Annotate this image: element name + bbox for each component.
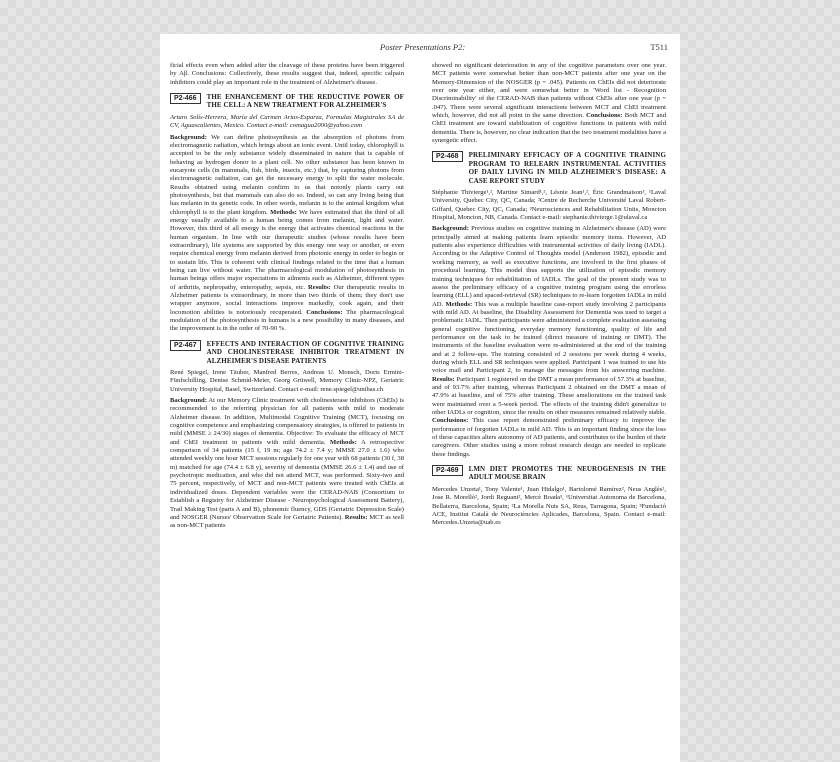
methods-text: This was a multiple baseline case-report study involving 2 participants with mild AD. At baseline, the Disability Assessment for Dementia was used to target a problematic IADL. Then participants were administered a complete evaluation assessing general cognitive functioning, everyday memory functioning, quality of life and performance on the task to be trained (direct measure of training or DMT). The instruments of the baseline evaluation were re-administered at the end of the training and at 2 follow-ups. The training consisted of 2 sessions per week during 4 weeks, during which ELL and SR techniques were applied. Participant 1 was trained to use his voice mail and Participant 2, to manage the messages from his answering machine. (432, 300, 667, 375)
abstract-id: P2-466 (170, 93, 201, 104)
methods-label: Methods: (330, 438, 357, 446)
abstract-body (170, 134, 404, 334)
abstract-id: P2-467 (170, 340, 201, 351)
abstract-title: EFFECTS AND INTERACTION OF COGNITIVE TRAINING AND CHOLINESTERASE INHIBITOR TREATMENT IN ALZHEIMER'S DISEASE PATIENTS (206, 339, 404, 365)
abstract-id: P2-469 (432, 465, 463, 476)
continuation-text: ficial effects even when added after the cleavage of these proteins have been triggered by Aβ. Conclusions: Collectively, these results suggest that, indeed, specific calpain inhibitors could play an important role in the treatment of Alzheimer's disease. (170, 62, 404, 86)
conclusions-label: Conclusions: (306, 308, 343, 316)
continuation-pre: showed no significant deterioration in any of the cognitive parameters over one year. MCT patients were somewhat better than non-MCT patients after one year on the Memory-Dimension of the NOSGER (p = .045). Patients on ChEIs did not deteriorate over one year either, and were somewhat better in 'Word list - Recognition Discriminability' of the CERAD-NAB than patients without ChEIs after one year (p = .047). There were several significant interactions between MCT and ChEI treatment which, however, did not all point in the same direction. (432, 62, 666, 120)
results-label: Results: (432, 375, 455, 383)
results-text: MCT as well as non-MCT patients (170, 513, 405, 530)
journal-page (160, 34, 680, 762)
abstract-p2-469 (432, 465, 666, 528)
running-head-title: Poster Presentations P2: (380, 42, 466, 52)
background-label: Background: (432, 225, 469, 233)
abstract-title: THE ENHANCEMENT OF THE REDUCTIVE POWER OF THE CELL: A NEW TREATMENT FOR ALZHEIMER'S (206, 93, 404, 110)
abstract-title: PRELIMINARY EFFICACY OF A COGNITIVE TRAINING PROGRAM TO RELEARN INSTRUMENTAL ACTIVITIES OF DAILY LIVING IN MILD ALZHEIMER'S DISEASE: A CASE REPORT STUDY (468, 151, 666, 185)
results-text: Our therapeutic results in Alzheimer patients is extraordinary, in more than two thirds of them; they don't use wrapper anymore, social interactions improve markedly, cook again, and their locomotion abilities is notoriously recuperated. (170, 283, 405, 316)
abstract-authors: Mercedes Unzeta¹, Tony Valente¹, Juan Hidalgo¹, Bartolomé Ramírez², Neus Anglès², Jose R. Morelló², Jordi Reguant², Mercè Boada³, ¹Universitat Autonoma de Barcelona, Bellaterra, Barcelona, Spain; ²La Morella Nuts SA, Reus, Tarragona, Spain; ³Fundació ACE, Institut Català de Neurociències Aplicades, Barcelona, Spain. Contact e-mail: Mercedes.Unzeta@uab.es (432, 485, 666, 527)
results-label: Results: (308, 283, 331, 291)
results-label: Results: (344, 513, 368, 521)
methods-text: We have estimated that the third of all energy usually available to a human being comes from melanin, light and water. However, this third of all energy is the energy that activates chemical reactions in the human organism. In line with our therapeutic studies (whose results have been extraordinary), life systems are supported by this energy one way or another, or even require chemical energy from melanin derived from photonic energy in order to begin or to sustain life. This is coherent with clinical findings related to the time that a human being can live without water. The pharmacological modulation of photosynthesis in human beings offers major expectations in ailments such as Alzheimer, different types of arthritis, nephropathy, enteropathy, sepsis, etc. (170, 208, 404, 291)
abstract-p2-467 (170, 340, 404, 531)
conclusions-label: Conclusions: (586, 112, 623, 120)
abstract-body (432, 225, 666, 459)
abstract-header (432, 465, 666, 482)
page-number: T511 (650, 42, 668, 52)
abstract-header (170, 340, 404, 365)
background-label: Background: (170, 397, 207, 405)
abstract-authors: Arturo Solís-Herrera, María del Carmen Arias-Esparza, Formulas Magistrales SA de CV, Aguascalientes, Mexico. Contact e-mail: comagua2000@yahoo.com (170, 113, 404, 130)
conclusions-label: Conclusions: (432, 417, 469, 425)
abstract-header (432, 151, 666, 185)
results-text: Participant 1 registered on the DMT a mean performance of 57.3% at baseline, and of 93.7% after training, whereas Participant 2 obtained on the DMT a mean of 47.9% at baseline, and of 75% after training. These ameliorations on the trained task were maintained over a 5-week period. The effects of the training didn't generalize to other IADLs or cognition, since the results on other measures remained relatively stable. (432, 375, 667, 416)
conclusions-text: The pharmacological modulation of the photosynthesis in humans is a new possibility in many diseases, and the improvement is in the order of 70-90 %. (170, 308, 405, 333)
methods-text: A retrospective comparison of 34 patients (15 f, 19 m; age 74.2 ± 7.4 y; MMSE 27.0 ± 1.6) who attended weekly one hour MCT sessions regularly for one year with 68 patients (30 f, 38 m) matched for age (74.4 ± 6.8 y), severity of dementia (MMSE 26.6 ± 1.4) and use of psychotropic medication, and who did not attend MCT, was performed. Sixty-two and 75 percent, respectively, of MCT and non-MCT patients were treated with ChEIs at individualized doses. Dependent variables were the CERAD-NAB (Consortium to Establish a Registry for Alzheimer Disease - Neuropsychological Assessment Battery), Trail Making Test (parts A and B), phonemic fluency, GDS (Geriatric Depression Scale) and NOSGER (Nurses' Observation Scale for Geriatric Patients). (170, 438, 405, 521)
conclusions-text: This case report demonstrated preliminary efficacy to improve the performance of forgotten IADLs in mild AD. This is an important finding since the loss of these capacities alters autonomy of AD patients, and contributes to the burden of their caregivers. Other studies using a more robust research design are needed to replicate these findings. (432, 417, 666, 458)
background-text: Previous studies on cognitive training in Alzheimer's disease (AD) were principally aimed at making patients learn episodic memory items. However, AD patients also experience difficulties with instrumental activities of daily living (IADL). According to the Adaptive Control of Thoughts model (Anderson 1982), episodic and working memory, as well as executive functions, are involved in the first phases of procedural learning. This model thus supports the utilization of episodic memory training techniques for rehabilitation of IADLs. The goal of the present study was to assess the preliminary efficacy of a cognitive training program using the errorless learning (ELL) and spaced-retrieval (SR) techniques to re-learn forgotten IADLs in mild AD. (432, 225, 666, 308)
abstract-header (170, 93, 404, 110)
methods-label: Methods: (270, 208, 297, 216)
abstract-p2-468 (432, 151, 666, 459)
right-column (432, 62, 666, 531)
abstract-title: LMN DIET PROMOTES THE NEUROGENESIS IN THE ADULT MOUSE BRAIN (468, 465, 666, 482)
left-column (170, 62, 404, 534)
background-text: At our Memory Clinic treatment with cholinesterase inhibitors (ChEIs) is recommended to the referring physician for all patients with mild to moderate Alzheimer disease. In addition, Multimodal Cognitive Training (MCT), focusing on cognitive competence and emphasizing compensatory strategies, is offered to patients in mild (MMSE ≥ 24/30) stages of dementia. Objective: To evaluate the efficacy of MCT and ChEI treatment in patients with mild dementia. (170, 397, 404, 446)
abstract-id: P2-468 (432, 151, 463, 162)
background-text: We can define photosynthesis as the absorption of photons from electromagnetic radiation, which brings about an ionic event. Until today, chlorophyll is accepted to be the only substance widely disseminated in nature that is capable of behaving as hydrogen donor to a plant cell. No other substance has been known in eucaryote cells (in mammals, fish, birds, insects, etc.) that, by capturing photons from electromagnetic radiation, can get the necessary energy to split the water molecule. Results obtained using melanin confirm to us that notonly plants carry out photosynthesis, but that mammals can also do so. Indeed, so can any living being that has melanin in its genetic code. In other words, melanin is to the animal kingdom what chlorophyll is to the plant kingdom. (170, 133, 404, 216)
background-label: Background: (170, 133, 207, 141)
abstract-authors: Stéphanie Thivierge¹,², Martine Simard¹,², Lésnie Jean¹,², Éric Grandmaison³, ¹Laval University, Quebec City, QC, Canada; ²Centre de Recherche Université Laval Robert-Giffard, Quebec City, QC, Canada; ³Neurosciences and Rehabilitation Units, Moncton Hospital, Moncton, NB, Canada. Contact e-mail: stephanie.thivierge.1@ulaval.ca (432, 189, 666, 222)
continuation-post: Both MCT and ChEI treatment are toward stabilization of cognitive functions in patients with mild dementia. There is, however, no clear indication that the two treatment modalities have a synergetic effect. (432, 112, 667, 145)
abstract-p2-466 (170, 93, 404, 334)
abstract-authors: René Spiegel, Irene Täuber, Manfred Berres, Andreas U. Monsch, Doris Ermini-Fünfschilling, Denise Schmid-Meier, Georg Grüwell, Memory Clinic-NPZ, Geriatric University Hospital, Basel, Switzerland. Contact e-mail: rene.spiegel@unibas.ch (170, 369, 404, 393)
abstract-body (170, 397, 404, 531)
continuation-text (432, 62, 666, 145)
methods-label: Methods: (445, 300, 473, 308)
